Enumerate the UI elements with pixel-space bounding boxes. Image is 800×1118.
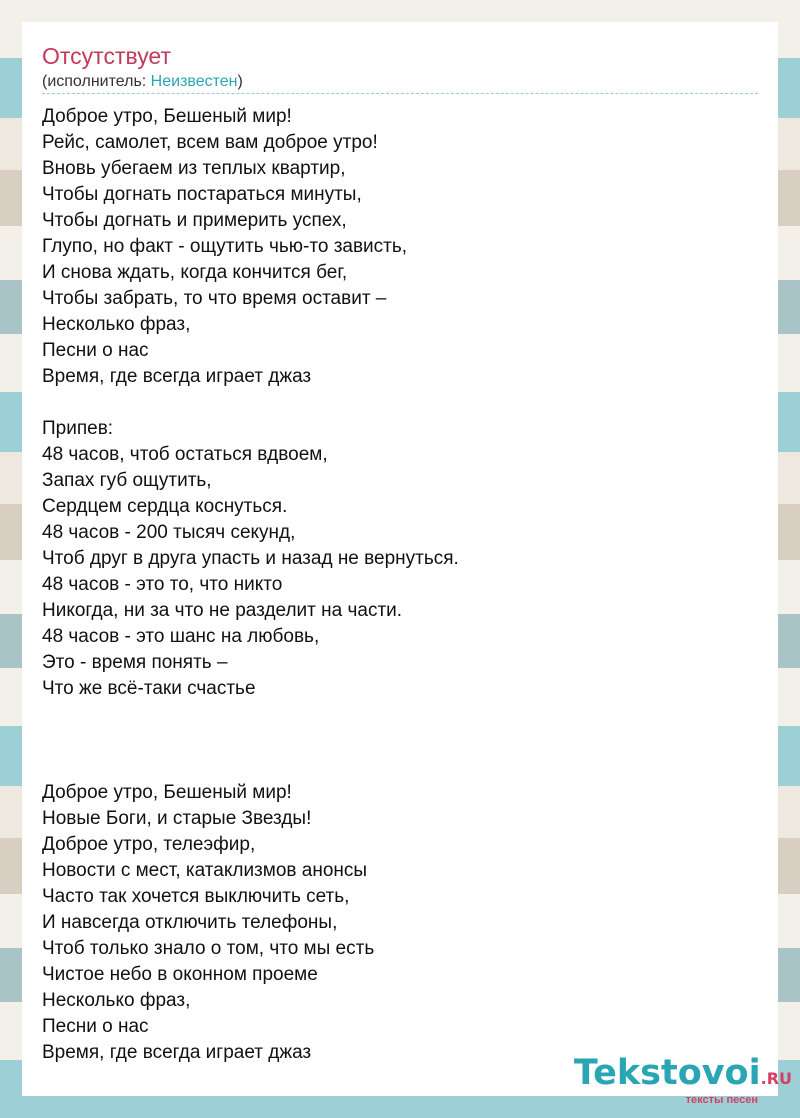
song-title: Отсутствует (42, 43, 171, 69)
lyric-line: Чтобы забрать, то что время оставит – (42, 288, 387, 309)
lyric-line: Сердцем сердца коснуться. (42, 496, 288, 517)
lyric-line: Доброе утро, Бешеный мир! (42, 782, 292, 803)
lyric-line: Доброе утро, телеэфир, (42, 834, 256, 855)
lyric-line: Чтоб только знало о том, что мы есть (42, 938, 375, 959)
lyric-line: Чтоб друг в друга упасть и назад не вернуться. (42, 548, 459, 569)
lyrics-body (42, 104, 758, 1066)
lyric-line: Глупо, но факт - ощутить чью-то зависть, (42, 236, 408, 257)
lyric-line: И навсегда отключить телефоны, (42, 912, 338, 933)
lyric-line: Песни о нас (42, 1016, 149, 1037)
lyric-line: 48 часов - это шанс на любовь, (42, 626, 320, 647)
lyric-line: Вновь убегаем из теплых квартир, (42, 158, 346, 179)
lyric-line: Никогда, ни за что не разделит на части. (42, 600, 403, 621)
lyric-line: Припев: (42, 418, 114, 439)
artist-prefix: (исполнитель: (42, 73, 151, 90)
lyric-line: Чистое небо в оконном проеме (42, 964, 318, 985)
artist-line (42, 72, 243, 92)
lyric-blank-line (42, 728, 758, 754)
lyric-line: 48 часов, чтоб остаться вдвоем, (42, 444, 328, 465)
logo-tagline: тексты песен (685, 1094, 758, 1106)
lyric-line: Это - время понять – (42, 652, 228, 673)
lyric-line: 48 часов - 200 тысяч секунд, (42, 522, 296, 543)
lyric-line: Время, где всегда играет джаз (42, 366, 312, 387)
lyric-line: И снова ждать, когда кончится бег, (42, 262, 348, 283)
lyric-line: Песни о нас (42, 340, 149, 361)
lyric-line: Запах губ ощутить, (42, 470, 212, 491)
lyric-blank-line (42, 754, 758, 780)
lyric-blank-line (42, 390, 758, 416)
lyric-line: Новости с мест, катаклизмов анонсы (42, 860, 368, 881)
lyric-line: Несколько фраз, (42, 314, 191, 335)
logo-wordmark (574, 1055, 792, 1097)
artist-suffix: ) (237, 73, 243, 90)
title-divider (42, 93, 758, 94)
lyric-line: Несколько фраз, (42, 990, 191, 1011)
lyric-line: 48 часов - это то, что никто (42, 574, 283, 595)
logo-tld: .RU (760, 1069, 792, 1088)
lyrics-sheet (22, 22, 778, 1096)
lyric-line: Рейс, самолет, всем вам доброе утро! (42, 132, 378, 153)
lyric-line: Часто так хочется выключить сеть, (42, 886, 350, 907)
lyric-blank-line (42, 702, 758, 728)
logo-name: Tekstovoi (573, 1053, 761, 1093)
lyric-line: Чтобы догнать и примерить успех, (42, 210, 347, 231)
artist-link[interactable]: Неизвестен (150, 73, 238, 90)
lyric-line: Доброе утро, Бешеный мир! (42, 106, 292, 127)
lyric-line: Чтобы догнать постараться минуты, (42, 184, 362, 205)
lyric-line: Новые Боги, и старые Звезды! (42, 808, 312, 829)
lyric-line: Время, где всегда играет джаз (42, 1042, 312, 1063)
lyric-line: Что же всё-таки счастье (42, 678, 256, 699)
site-logo (574, 1055, 792, 1106)
